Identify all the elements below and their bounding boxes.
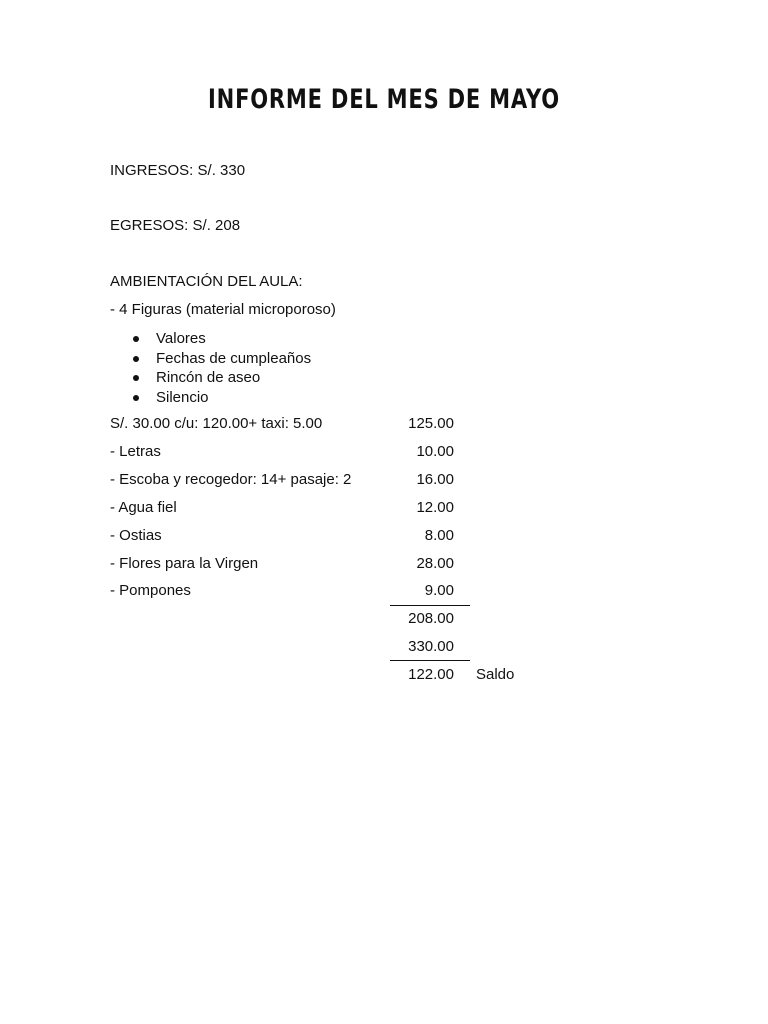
expense-row	[110, 442, 530, 462]
expense-label: S/. 30.00 c/u: 120.00+ taxi: 5.00	[110, 415, 323, 432]
saldo-value: 122.00	[408, 666, 454, 683]
egresos-total-row	[110, 609, 530, 629]
bullet-item	[110, 349, 311, 369]
expense-amount: 28.00	[416, 555, 454, 572]
balance-rule	[390, 660, 470, 661]
expense-amount: 16.00	[416, 471, 454, 488]
expense-amount: 8.00	[424, 527, 454, 544]
expense-label: - Pompones	[110, 582, 191, 599]
saldo-label: Saldo	[476, 666, 515, 683]
bullet-item	[110, 329, 311, 349]
bullet-dot-icon	[133, 336, 139, 342]
bullet-text: Silencio	[156, 388, 209, 406]
expense-label: - Letras	[110, 443, 161, 460]
bullet-dot-icon	[133, 356, 139, 362]
page-title: INFORME DEL MES DE MAYO	[208, 84, 560, 115]
expense-row	[110, 581, 530, 601]
bullet-item	[110, 368, 311, 388]
bullet-item	[110, 388, 311, 408]
expense-row	[110, 470, 530, 490]
subtotal-rule	[390, 605, 470, 606]
expense-label: - Agua fiel	[110, 499, 177, 516]
egresos-total: 208.00	[408, 610, 454, 627]
bullet-text: Rincón de aseo	[156, 369, 261, 386]
section-heading: AMBIENTACIÓN DEL AULA:	[110, 273, 303, 290]
expense-amount: 9.00	[424, 582, 454, 599]
bullet-dot-icon	[133, 375, 139, 381]
expense-amount: 10.00	[416, 443, 454, 460]
expense-row	[110, 554, 530, 574]
saldo-row	[110, 665, 530, 685]
ingresos-total: 330.00	[408, 638, 454, 655]
egresos-line: EGRESOS: S/. 208	[110, 217, 241, 234]
expense-row	[110, 498, 530, 518]
expense-row	[110, 414, 530, 434]
bullet-list	[110, 329, 311, 407]
figures-line: - 4 Figuras (material microporoso)	[110, 301, 336, 318]
expense-row	[110, 526, 530, 546]
expense-amount: 125.00	[408, 415, 454, 432]
expense-label: - Escoba y recogedor: 14+ pasaje: 2	[110, 471, 352, 488]
expense-label: - Ostias	[110, 527, 162, 544]
bullet-dot-icon	[133, 395, 139, 401]
bullet-text: Valores	[156, 330, 206, 347]
expense-label: - Flores para la Virgen	[110, 555, 259, 572]
ingresos-total-row	[110, 637, 530, 657]
expense-amount: 12.00	[416, 499, 454, 516]
bullet-text: Fechas de cumpleaños	[156, 349, 312, 367]
ingresos-line: INGRESOS: S/. 330	[110, 162, 246, 179]
